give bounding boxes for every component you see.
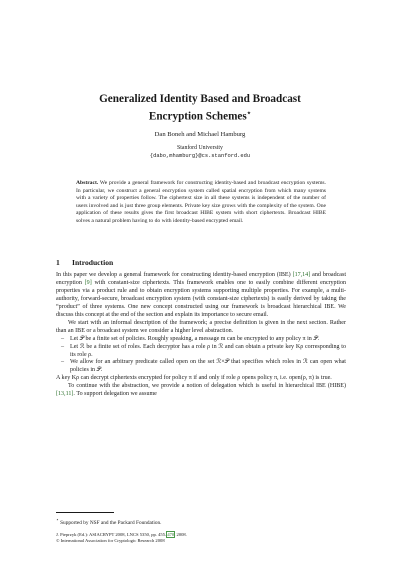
body-text [56, 272, 346, 399]
definition-list [56, 336, 346, 376]
citation-link[interactable]: [17, [292, 272, 303, 278]
footnote [56, 516, 346, 527]
paragraph-4 [56, 383, 346, 399]
page-link[interactable]: 470 [167, 532, 175, 537]
paragraph-2: We start with an informal description of the framework; a precise definition is given in the next section. Rather than an IBE or a broadcast system we consider a higher level abstraction. [56, 319, 346, 334]
citation-link[interactable]: [9] [84, 279, 92, 286]
p4-text-b: . To support delegation we assume [73, 391, 157, 398]
p1-text-a: In this paper we develop a general framework for constructing identity-based encryption (IBE) [56, 272, 293, 278]
title-line-2 [40, 107, 360, 124]
list-item: – We allow for an arbitrary predicate called open on the set ℛ×𝒫 that specifies which roles in ℛ can open what policies in 𝒫. [56, 359, 346, 375]
pub-text-a: J. Pieprzyk (Ed.): ASIACRYPT 2008, LNCS 5350, pp. 455– [56, 532, 168, 537]
abstract-text: We provide a general framework for constructing identity-based and broadcast encryption systems. In particular, we construct a general encryption system called spatial encryption from which many systems with a variety of properties follow. The ciphertext size in all these systems is independent of the number of users involved and is just three group elements. Private key size grows with the complexity of the system. One application of these results gives the first broadcast HIBE system with short ciphertexts. Broadcast HIBE solves a natural problem having to do with identity-based encrypted email. [76, 180, 326, 224]
publication-info [56, 532, 346, 544]
p1-text-b: and broadcast encryption [56, 272, 346, 286]
abstract-label: Abstract. [76, 180, 99, 186]
p4-text-a: To continue with the abstraction, we provide a notion of delegation which is useful in hierarchical IBE (HIBE) [68, 383, 346, 390]
title-line-1: Generalized Identity Based and Broadcast [99, 93, 301, 105]
authors: Dan Boneh and Michael Hamburg [154, 131, 246, 138]
footnote-divider [56, 512, 114, 513]
section-number: 1 [56, 258, 60, 267]
paragraph-3: A key Kρ can decrypt ciphertexts encrypted for policy π if and only if role ρ opens policy π, i.e. open(ρ, π) is true. [56, 375, 332, 382]
paragraph-1 [56, 272, 346, 320]
list-item: – Let ℛ be a finite set of roles. Each decryptor has a role ρ in ℛ and can obtain a private key Kρ corresponding to its role ρ. [56, 344, 346, 360]
section-title: Introduction [72, 258, 114, 267]
title-footnote-mark: ⋆ [246, 108, 252, 117]
list-item: – Let 𝒫 be a finite set of policies. Roughly speaking, a message m can be encrypted to any policy π in 𝒫. [56, 336, 346, 344]
affiliation: Stanford University [177, 145, 223, 151]
p1-text-c: with constant-size ciphertexts. This framework enables one to easily combine different encryption properties via a product rule and to obtain encryption systems supporting multiple properties. For example, a multi-authority, forward-secure, broadcast encryption system (with constant-size ciphertexts) is easily derived by taking the “product” of three systems. One new concept constructed using our framework is broadcast hierarchical IBE. We discuss this concept at the end of the section and explain its importance to secure email. [56, 279, 346, 318]
author-email: {dabo,mhamburg}@cs.stanford.edu [149, 152, 251, 159]
footnote-mark: ⋆ [56, 517, 59, 522]
section-heading [56, 258, 113, 267]
title-line-2-text: Encryption Schemes [148, 110, 247, 123]
copyright-line: © International Association for Cryptologic Research 2008 [56, 538, 165, 544]
pub-text-b: , 2008. [174, 532, 187, 537]
affiliation-block [40, 145, 360, 160]
citation-link[interactable]: 14] [302, 272, 311, 278]
abstract [76, 180, 326, 225]
paper-title [40, 93, 360, 124]
citation-link[interactable]: [13,11] [56, 391, 74, 398]
footnote-text: Supported by NSF and the Packard Foundation. [60, 519, 162, 526]
